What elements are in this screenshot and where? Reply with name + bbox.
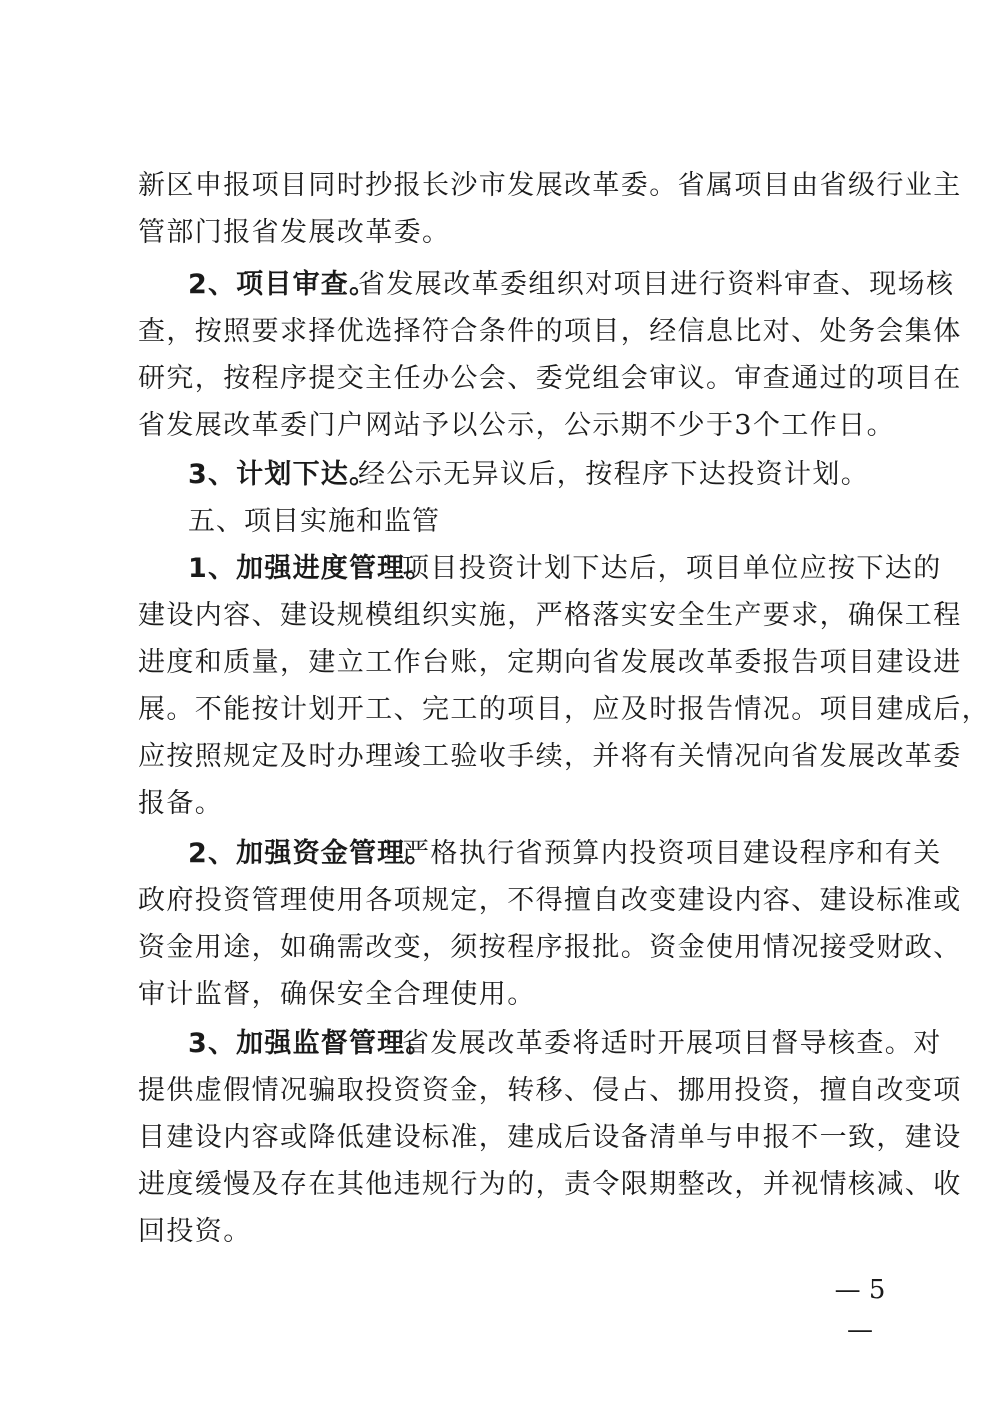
- body-text: 回投资。: [138, 1216, 252, 1247]
- body-text: 应按照规定及时办理竣工验收手续，并将有关情况向省发展改革委: [138, 741, 962, 772]
- item-heading: 3、加强监督管理。: [188, 1028, 434, 1059]
- body-text: 省发展改革委将适时开展项目督导核查。对: [402, 1028, 942, 1059]
- paragraph-line: [0, 831, 1000, 877]
- paragraph-line: [0, 1162, 1000, 1208]
- paragraph-line: [0, 452, 1000, 498]
- paragraph-line: [0, 593, 1000, 639]
- body-text: 项目投资计划下达后，项目单位应按下达的: [402, 553, 942, 584]
- body-text: 建设内容、建设规模组织实施，严格落实安全生产要求，确保工程: [138, 600, 962, 631]
- body-text: 资金用途，如确需改变，须按程序报批。资金使用情况接受财政、: [138, 932, 962, 963]
- item-heading: 2、项目审查。: [188, 269, 378, 300]
- paragraph-line: [0, 781, 1000, 827]
- paragraph-line: [0, 1115, 1000, 1161]
- body-text: 展。不能按计划开工、完工的项目，应及时报告情况。项目建成后，: [138, 694, 990, 725]
- paragraph-line: [0, 210, 1000, 256]
- paragraph-line: [0, 687, 1000, 733]
- body-text: 审计监督，确保安全合理使用。: [138, 979, 536, 1010]
- paragraph-line: [0, 925, 1000, 971]
- paragraph-line: [0, 1209, 1000, 1255]
- paragraph-line: [0, 546, 1000, 592]
- body-text: 省发展改革委组织对项目进行资料审查、现场核: [358, 269, 955, 300]
- paragraph-line: [0, 1068, 1000, 1114]
- body-text: 进度和质量，建立工作台账，定期向省发展改革委报告项目建设进: [138, 647, 962, 678]
- paragraph-line: [0, 972, 1000, 1018]
- body-text: 报备。: [138, 788, 224, 819]
- page-number: — 5 —: [834, 1275, 886, 1345]
- paragraph-line: [0, 734, 1000, 780]
- body-text: 研究，按程序提交主任办公会、委党组会审议。审查通过的项目在: [138, 363, 962, 394]
- paragraph-line: [0, 163, 1000, 209]
- paragraph-line: [0, 356, 1000, 402]
- body-text: 政府投资管理使用各项规定，不得擅自改变建设内容、建设标准或: [138, 885, 962, 916]
- body-text: 新区申报项目同时抄报长沙市发展改革委。省属项目由省级行业主: [138, 170, 962, 201]
- paragraph-line: [0, 640, 1000, 686]
- paragraph-line: [0, 1021, 1000, 1067]
- section-heading-text: 五、项目实施和监管: [188, 506, 440, 537]
- item-heading: 1、加强进度管理。: [188, 553, 434, 584]
- body-text: 提供虚假情况骗取投资资金，转移、侵占、挪用投资，擅自改变项: [138, 1075, 962, 1106]
- body-text: 管部门报省发展改革委。: [138, 217, 451, 248]
- body-text: 进度缓慢及存在其他违规行为的，责令限期整改，并视情核减、收: [138, 1169, 962, 1200]
- paragraph-line: [0, 403, 1000, 449]
- item-heading: 3、计划下达。: [188, 459, 378, 490]
- paragraph-line: [0, 309, 1000, 355]
- body-text: 查，按照要求择优选择符合条件的项目，经信息比对、处务会集体: [138, 316, 962, 347]
- body-text: 严格执行省预算内投资项目建设程序和有关: [402, 838, 942, 869]
- paragraph-line: [0, 262, 1000, 308]
- body-text: 省发展改革委门户网站予以公示，公示期不少于3个工作日。: [138, 410, 895, 441]
- paragraph-line: [0, 878, 1000, 924]
- body-text: 目建设内容或降低建设标准，建成后设备清单与申报不一致，建设: [138, 1122, 962, 1153]
- body-text: 经公示无异议后，按程序下达投资计划。: [358, 459, 870, 490]
- section-heading: [0, 499, 1000, 545]
- item-heading: 2、加强资金管理。: [188, 838, 434, 869]
